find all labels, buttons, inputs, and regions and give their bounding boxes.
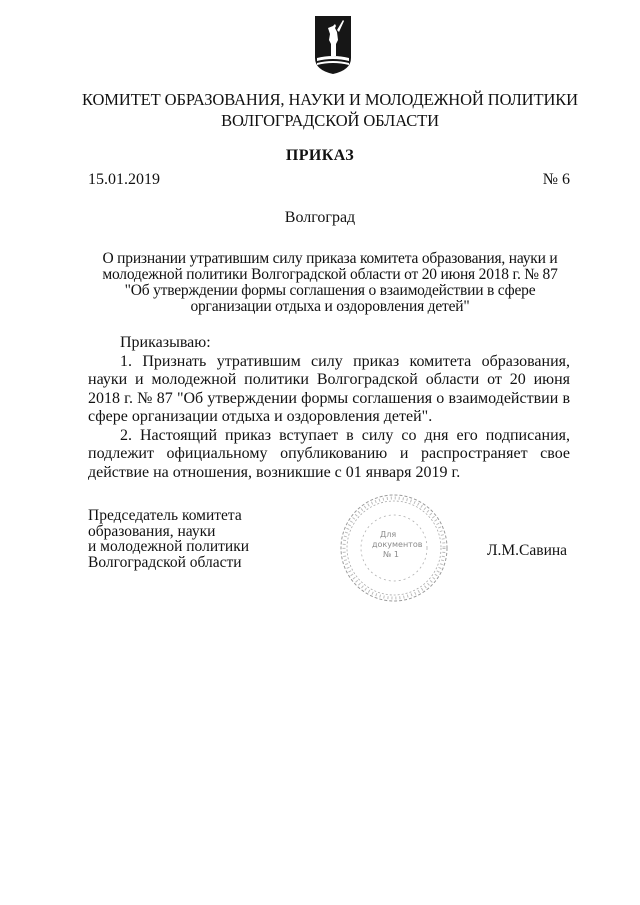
signatory-position-line: Председатель комитета	[88, 507, 242, 524]
organization-name	[40, 89, 620, 131]
signatory-position-line: и молодежной политики	[88, 538, 250, 555]
order-item-1: 1. Признать утратившим силу приказ комитета образования, науки и молодежной политики Волгоградской области от 20 июня 2018 г. № 87 "Об утверждении формы соглашения о взаимодействии в сфере организации отдыха и оздоровления детей".	[88, 352, 570, 425]
signatory-position	[88, 508, 249, 570]
signatory-name: Л.М.Савина	[487, 542, 568, 559]
document-date: 15.01.2019	[88, 171, 160, 188]
seal-text-line3: № 1	[383, 550, 399, 559]
seal-text-line1: Для	[380, 530, 397, 539]
document-number: № 6	[542, 171, 570, 188]
document-body	[88, 334, 570, 482]
organization-name-line1: КОМИТЕТ ОБРАЗОВАНИЯ, НАУКИ И МОЛОДЕЖНОЙ ПОЛИТИКИ	[82, 90, 578, 109]
document-type-title: ПРИКАЗ	[285, 147, 355, 164]
coat-of-arms-emblem	[313, 14, 353, 76]
subject-line: молодежной политики Волгоградской области от 20 июня 2018 г. № 87	[102, 266, 558, 283]
order-intro: Приказываю:	[120, 334, 211, 351]
signatory-position-line: Волгоградской области	[88, 553, 242, 571]
document-city: Волгоград	[284, 209, 356, 226]
seal-text-line2: документов	[372, 540, 423, 549]
official-seal	[338, 492, 450, 604]
subject-line: организации отдыха и оздоровления детей"	[190, 298, 470, 315]
subject-line: О признании утратившим силу приказа комитета образования, науки и	[102, 250, 558, 267]
subject-line: "Об утверждении формы соглашения о взаимодействии в сфере	[124, 282, 536, 299]
document-subject	[70, 251, 590, 315]
organization-name-line2: ВОЛГОГРАДСКОЙ ОБЛАСТИ	[221, 111, 439, 130]
signatory-position-line: образования, науки	[88, 522, 216, 540]
order-item-2: 2. Настоящий приказ вступает в силу со дня его подписания, подлежит официальному опубликованию и распространяет свое действие на отношения, возникшие с 01 января 2019 г.	[88, 426, 570, 481]
